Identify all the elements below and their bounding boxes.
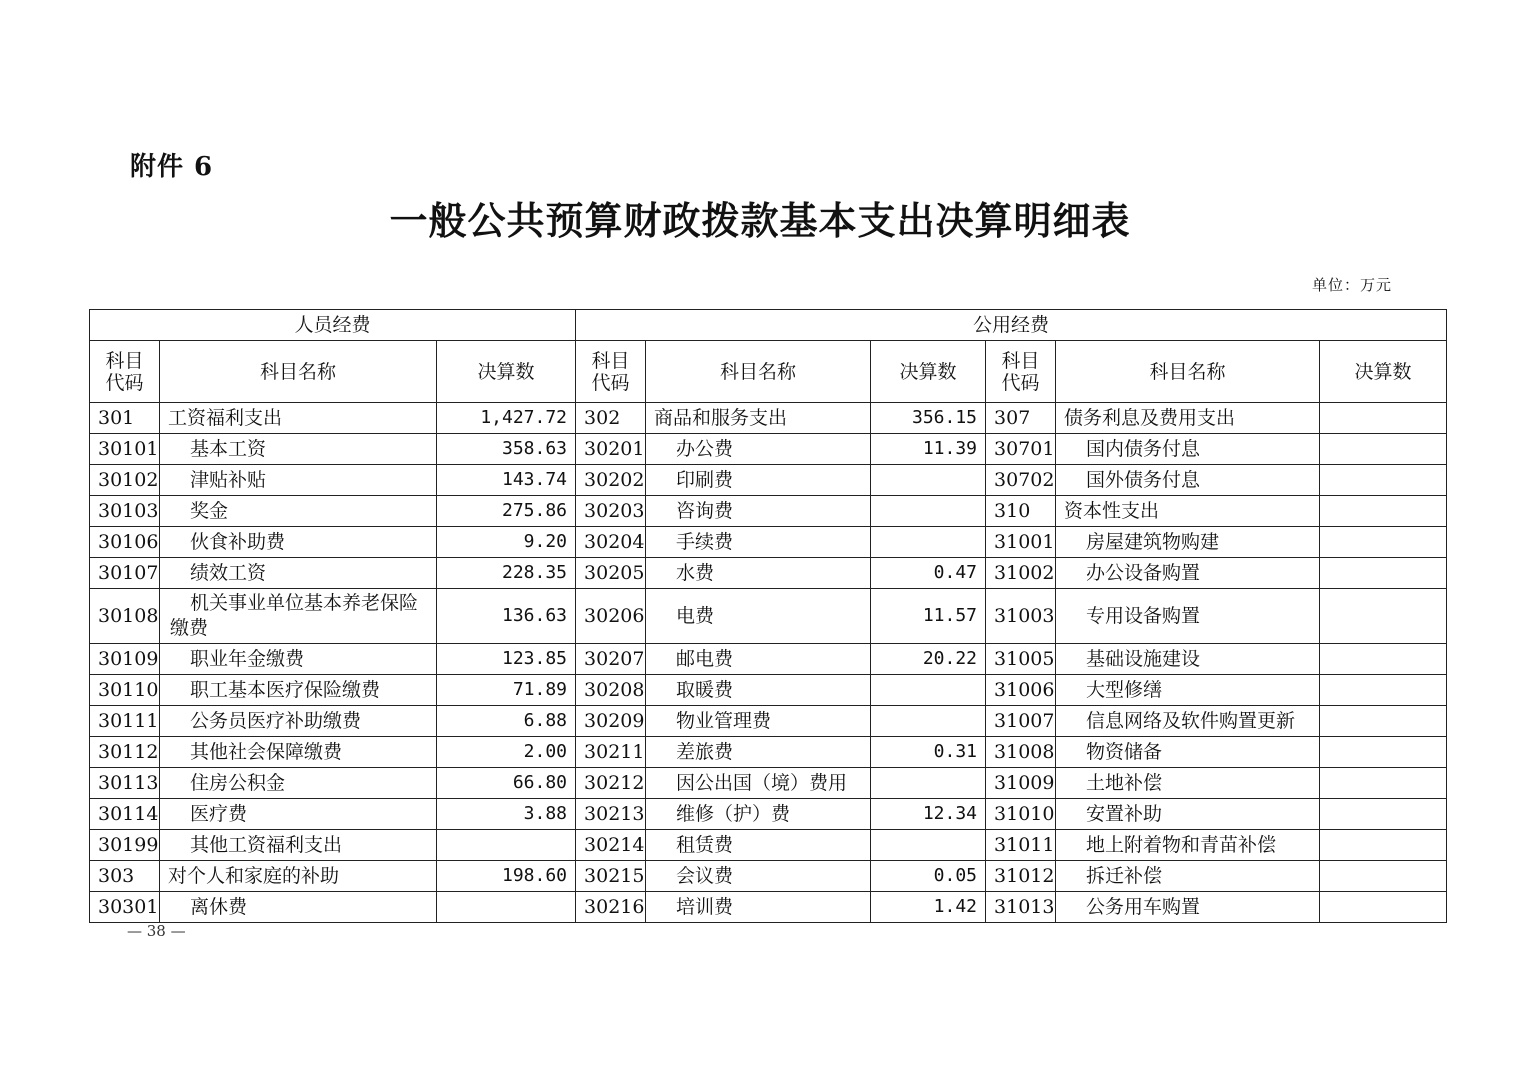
group-public: 公用经费 (576, 310, 1447, 341)
cell-code: 31011 (986, 830, 1056, 861)
cell-name: 其他工资福利支出 (160, 830, 437, 861)
cell-name: 资本性支出 (1056, 496, 1320, 527)
cell-code: 30203 (576, 496, 646, 527)
cell-name: 其他社会保障缴费 (160, 737, 437, 768)
cell-amount: 275.86 (437, 496, 576, 527)
cell-code: 310 (986, 496, 1056, 527)
cell-name: 手续费 (646, 527, 871, 558)
cell-name: 国内债务付息 (1056, 434, 1320, 465)
cell-name: 电费 (646, 589, 871, 644)
cell-amount (1320, 768, 1447, 799)
cell-name-line2: 缴费 (170, 617, 209, 639)
cell-code: 30201 (576, 434, 646, 465)
cell-code: 30213 (576, 799, 646, 830)
cell-amount (871, 527, 986, 558)
cell-amount (1320, 799, 1447, 830)
cell-code: 30206 (576, 589, 646, 644)
table-row (90, 861, 1447, 892)
table-row (90, 706, 1447, 737)
cell-code: 30113 (90, 768, 160, 799)
cell-code: 30114 (90, 799, 160, 830)
cell-amount: 3.88 (437, 799, 576, 830)
cell-amount (1320, 644, 1447, 675)
cell-name: 办公设备购置 (1056, 558, 1320, 589)
table-row (90, 644, 1447, 675)
cell-code: 30106 (90, 527, 160, 558)
table-row (90, 675, 1447, 706)
group-personnel: 人员经费 (90, 310, 576, 341)
cell-code: 31007 (986, 706, 1056, 737)
cell-amount (871, 768, 986, 799)
table-row (90, 892, 1447, 923)
cell-name: 津贴补贴 (160, 465, 437, 496)
cell-code: 31013 (986, 892, 1056, 923)
cell-amount (871, 706, 986, 737)
cell-amount: 20.22 (871, 644, 986, 675)
cell-code: 31003 (986, 589, 1056, 644)
cell-amount (871, 465, 986, 496)
cell-code: 30216 (576, 892, 646, 923)
cell-name: 租赁费 (646, 830, 871, 861)
unit-label: 单位：万元 (1311, 276, 1392, 294)
cell-amount: 6.88 (437, 706, 576, 737)
cell-code: 31006 (986, 675, 1056, 706)
cell-name: 职工基本医疗保险缴费 (160, 675, 437, 706)
cell-amount: 356.15 (871, 403, 986, 434)
cell-amount: 123.85 (437, 644, 576, 675)
cell-amount (1320, 496, 1447, 527)
table-row (90, 830, 1447, 861)
cell-name: 办公费 (646, 434, 871, 465)
cell-code: 31002 (986, 558, 1056, 589)
cell-code: 31008 (986, 737, 1056, 768)
header-code: 科目 代码 (90, 341, 160, 403)
table-row (90, 589, 1447, 644)
cell-amount (437, 830, 576, 861)
attachment-label: 附件 6 (130, 152, 214, 182)
cell-code: 303 (90, 861, 160, 892)
cell-code: 30102 (90, 465, 160, 496)
cell-amount (1320, 675, 1447, 706)
cell-name: 印刷费 (646, 465, 871, 496)
cell-code: 31001 (986, 527, 1056, 558)
cell-name: 伙食补助费 (160, 527, 437, 558)
header-code: 科目 代码 (986, 341, 1056, 403)
cell-code: 30205 (576, 558, 646, 589)
cell-amount (1320, 558, 1447, 589)
cell-name: 工资福利支出 (160, 403, 437, 434)
cell-code: 30109 (90, 644, 160, 675)
cell-name: 基本工资 (160, 434, 437, 465)
table-row (90, 799, 1447, 830)
header-name: 科目名称 (160, 341, 437, 403)
cell-name: 债务利息及费用支出 (1056, 403, 1320, 434)
cell-code: 30209 (576, 706, 646, 737)
cell-amount: 71.89 (437, 675, 576, 706)
cell-amount: 0.31 (871, 737, 986, 768)
header-amount: 决算数 (1320, 341, 1447, 403)
cell-code: 30111 (90, 706, 160, 737)
table-row (90, 768, 1447, 799)
cell-code: 30112 (90, 737, 160, 768)
cell-amount (437, 892, 576, 923)
cell-name: 物业管理费 (646, 706, 871, 737)
cell-amount (871, 496, 986, 527)
cell-amount: 9.20 (437, 527, 576, 558)
header-name: 科目名称 (1056, 341, 1320, 403)
cell-name: 土地补偿 (1056, 768, 1320, 799)
header-amount: 决算数 (437, 341, 576, 403)
cell-amount: 0.47 (871, 558, 986, 589)
table-row (90, 496, 1447, 527)
cell-amount (1320, 706, 1447, 737)
cell-amount: 136.63 (437, 589, 576, 644)
cell-code: 30101 (90, 434, 160, 465)
cell-name: 信息网络及软件购置更新 (1056, 706, 1320, 737)
column-header-row (90, 341, 1447, 403)
expenditure-detail-table (89, 309, 1447, 923)
cell-amount (1320, 892, 1447, 923)
cell-code: 31010 (986, 799, 1056, 830)
cell-name: 房屋建筑物购建 (1056, 527, 1320, 558)
cell-amount: 11.39 (871, 434, 986, 465)
cell-name: 差旅费 (646, 737, 871, 768)
cell-code: 31005 (986, 644, 1056, 675)
cell-code: 30207 (576, 644, 646, 675)
cell-name (160, 589, 437, 644)
cell-amount (1320, 737, 1447, 768)
table-row (90, 558, 1447, 589)
cell-code: 30204 (576, 527, 646, 558)
cell-name: 物资储备 (1056, 737, 1320, 768)
cell-name: 地上附着物和青苗补偿 (1056, 830, 1320, 861)
cell-code: 30702 (986, 465, 1056, 496)
cell-code: 30199 (90, 830, 160, 861)
cell-amount: 198.60 (437, 861, 576, 892)
cell-amount (1320, 434, 1447, 465)
cell-code: 301 (90, 403, 160, 434)
cell-code: 30215 (576, 861, 646, 892)
cell-code: 302 (576, 403, 646, 434)
cell-name: 绩效工资 (160, 558, 437, 589)
cell-code: 307 (986, 403, 1056, 434)
table-row (90, 434, 1447, 465)
cell-amount: 2.00 (437, 737, 576, 768)
cell-amount (1320, 403, 1447, 434)
header-code: 科目 代码 (576, 341, 646, 403)
cell-code: 30103 (90, 496, 160, 527)
cell-name: 基础设施建设 (1056, 644, 1320, 675)
cell-amount: 1,427.72 (437, 403, 576, 434)
cell-name: 职业年金缴费 (160, 644, 437, 675)
cell-name-line1: 机关事业单位基本养老保险 (190, 592, 419, 614)
cell-code: 30202 (576, 465, 646, 496)
cell-name: 安置补助 (1056, 799, 1320, 830)
header-name: 科目名称 (646, 341, 871, 403)
cell-code: 30110 (90, 675, 160, 706)
cell-code: 30701 (986, 434, 1056, 465)
cell-amount: 66.80 (437, 768, 576, 799)
header-amount: 决算数 (871, 341, 986, 403)
cell-amount: 358.63 (437, 434, 576, 465)
cell-amount (1320, 861, 1447, 892)
cell-code: 31012 (986, 861, 1056, 892)
cell-amount (1320, 465, 1447, 496)
cell-name: 大型修缮 (1056, 675, 1320, 706)
cell-amount (1320, 830, 1447, 861)
cell-code: 30212 (576, 768, 646, 799)
cell-name: 奖金 (160, 496, 437, 527)
cell-code: 30211 (576, 737, 646, 768)
cell-amount: 228.35 (437, 558, 576, 589)
cell-code: 30107 (90, 558, 160, 589)
cell-name: 拆迁补偿 (1056, 861, 1320, 892)
cell-name: 公务用车购置 (1056, 892, 1320, 923)
cell-name: 培训费 (646, 892, 871, 923)
cell-name: 维修（护）费 (646, 799, 871, 830)
cell-name: 邮电费 (646, 644, 871, 675)
cell-name: 会议费 (646, 861, 871, 892)
cell-name: 对个人和家庭的补助 (160, 861, 437, 892)
cell-amount (871, 675, 986, 706)
cell-amount (1320, 589, 1447, 644)
cell-name: 国外债务付息 (1056, 465, 1320, 496)
group-header-row (90, 310, 1447, 341)
table-row (90, 737, 1447, 768)
table-row (90, 465, 1447, 496)
cell-amount: 0.05 (871, 861, 986, 892)
page-number: — 38 — (127, 922, 186, 940)
cell-name: 离休费 (160, 892, 437, 923)
cell-name: 专用设备购置 (1056, 589, 1320, 644)
cell-name: 医疗费 (160, 799, 437, 830)
table-row (90, 403, 1447, 434)
cell-amount: 11.57 (871, 589, 986, 644)
cell-name: 商品和服务支出 (646, 403, 871, 434)
cell-code: 30108 (90, 589, 160, 644)
cell-name: 咨询费 (646, 496, 871, 527)
cell-name: 因公出国（境）费用 (646, 768, 871, 799)
cell-amount (871, 830, 986, 861)
table-row (90, 527, 1447, 558)
cell-name: 水费 (646, 558, 871, 589)
cell-code: 30208 (576, 675, 646, 706)
cell-code: 31009 (986, 768, 1056, 799)
cell-name: 住房公积金 (160, 768, 437, 799)
cell-amount: 12.34 (871, 799, 986, 830)
cell-amount (1320, 527, 1447, 558)
cell-code: 30214 (576, 830, 646, 861)
cell-amount: 1.42 (871, 892, 986, 923)
cell-name: 公务员医疗补助缴费 (160, 706, 437, 737)
page-title: 一般公共预算财政拨款基本支出决算明细表 (389, 198, 1131, 243)
cell-amount: 143.74 (437, 465, 576, 496)
cell-code: 30301 (90, 892, 160, 923)
cell-name: 取暖费 (646, 675, 871, 706)
